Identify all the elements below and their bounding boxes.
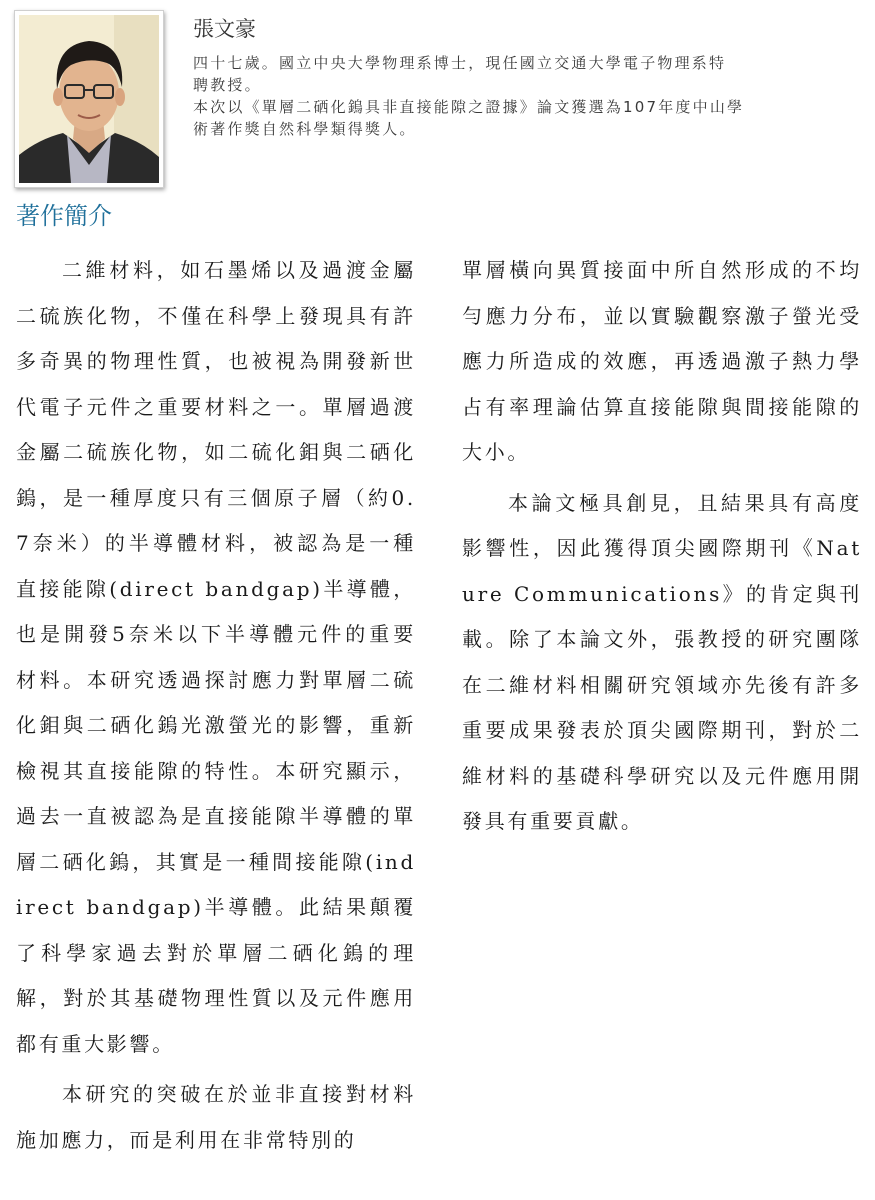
author-bio [193,14,863,140]
bio-line: 本次以《單層二硒化鎢具非直接能隙之證據》論文獲選為107年度中山學 [193,98,745,116]
paragraph: 單層橫向異質接面中所自然形成的不均勻應力分布，並以實驗觀察激子螢光受應力所造成的效應，再透過激子熱力學占有率理論估算直接能隙與間接能隙的大小。 [462,258,862,464]
paragraph: 本論文極具創見，且結果具有高度影響性，因此獲得頂尖國際期刊《Nature Communications》的肯定與刊載。除了本論文外，張教授的研究團隊在二維材料相關研究領域亦先後有許多重要成果發表於頂尖國際期刊，對於二維材料的基礎科學研究以及元件應用開發具有重要貢獻。 [462,490,862,833]
paragraph: 二維材料，如石墨烯以及過渡金屬二硫族化物，不僅在科學上發現具有許多奇異的物理性質，也被視為開發新世代電子元件之重要材料之一。單層過渡金屬二硫族化物，如二硫化鉬與二硒化鎢，是一種厚度只有三個原子層（約0.7奈米）的半導體材料，被認為是一種直接能隙(direct bandgap)半導體，也是開發5奈米以下半導體元件的重要材料。本研究透過探討應力對單層二硫化鉬與二硒化鎢光激螢光的影響，重新檢視其直接能隙的特性。本研究顯示，過去一直被認為是直接能隙半導體的單層二硒化鎢，其實是一種間接能隙(indirect bandgap)半導體。此結果顛覆了科學家過去對於單層二硒化鎢的理解，對於其基礎物理性質以及元件應用都有重大影響。 [16,258,416,1056]
author-name: 張文豪 [193,17,256,41]
paragraph: 本研究的突破在於並非直接對材料施加應力，而是利用在非常特別的 [16,1082,416,1152]
article-column-left [16,248,416,1168]
author-photo [14,10,164,188]
bio-line: 術著作獎自然科學類得獎人。 [193,120,417,138]
bio-line: 聘教授。 [193,76,262,94]
portrait-image [19,15,159,183]
article-column-right [462,248,862,850]
section-title: 著作簡介 [16,202,112,230]
bio-line: 四十七歲。國立中央大學物理系博士，現任國立交通大學電子物理系特 [193,54,727,72]
